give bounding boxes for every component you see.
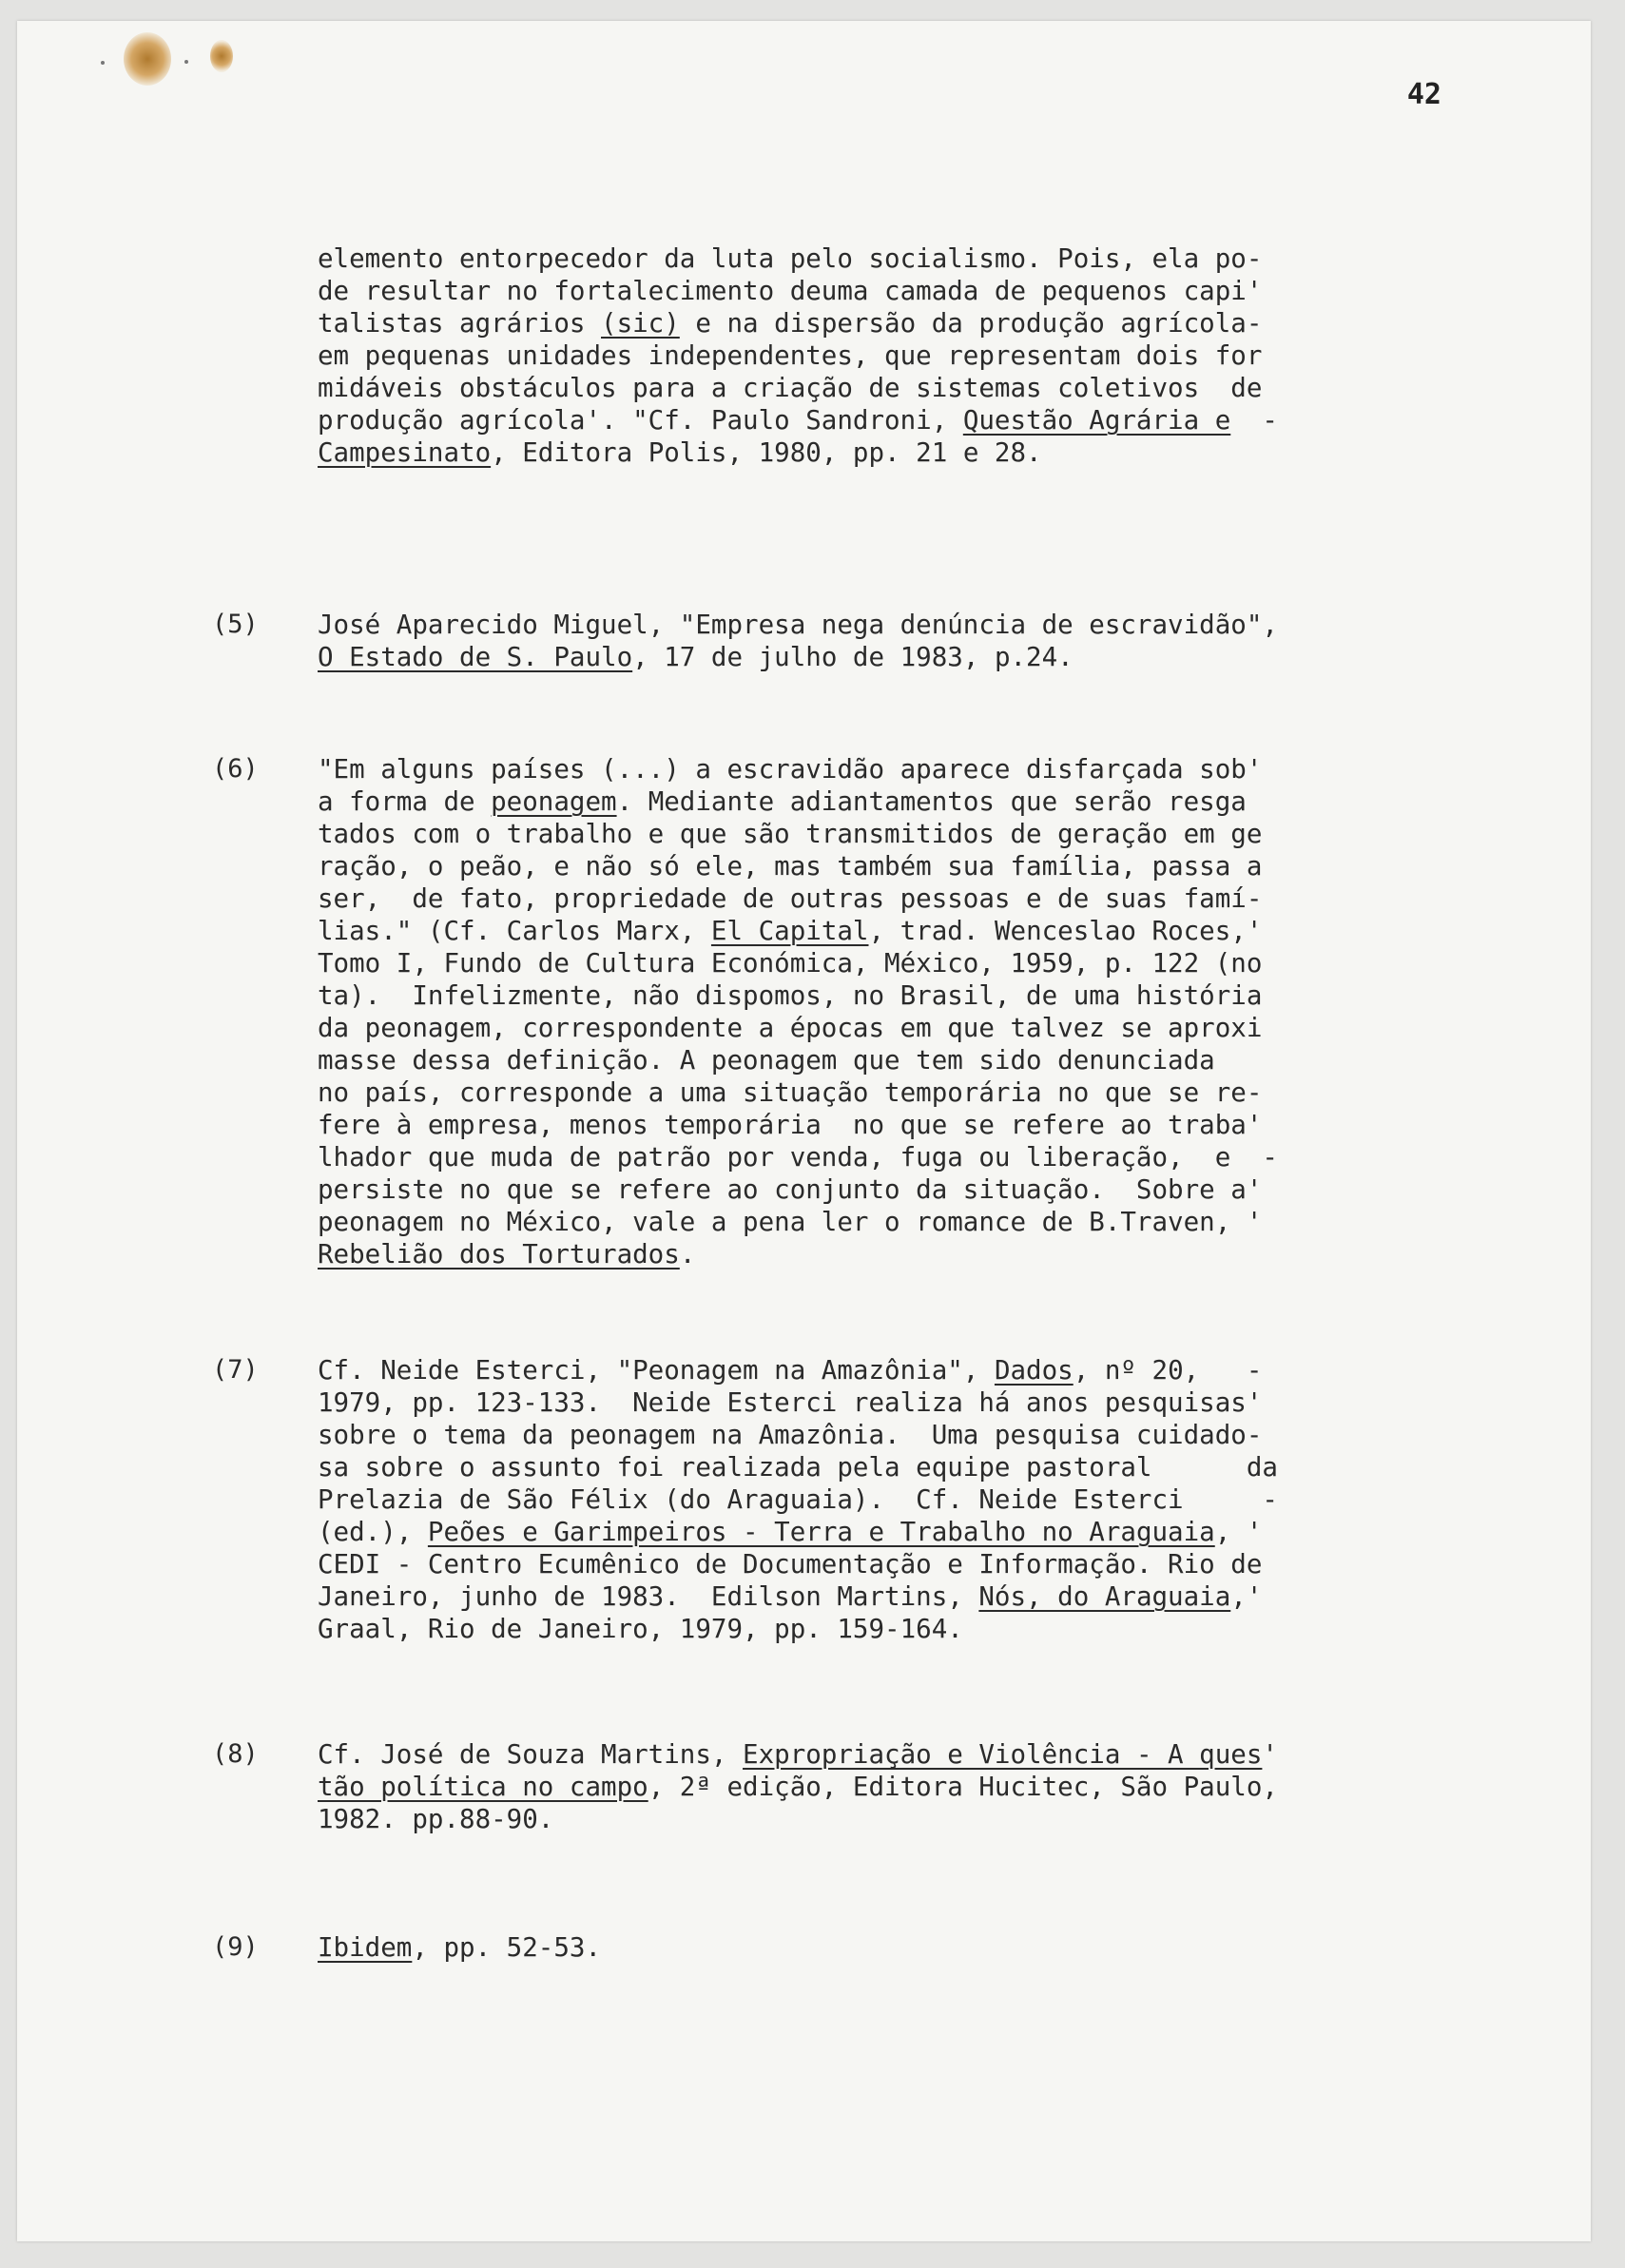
text-run: talistas agrários — [318, 308, 602, 339]
text-run: ta). Infelizmente, não dispomos, no Brasil, de uma história — [318, 980, 1263, 1011]
text-line — [318, 1613, 1487, 1645]
text-line — [318, 436, 1487, 469]
text-run: Prelazia de São Félix (do Araguaia). Cf. Neide Esterci - — [318, 1484, 1278, 1515]
rust-stain — [124, 32, 171, 86]
underlined-title: tão política no campo — [318, 1772, 648, 1802]
text-run: 1979, pp. 123-133. Neide Esterci realiza há anos pesquisas' — [318, 1387, 1263, 1418]
text-run: CEDI - Centro Ecumênico de Documentação e Informação. Rio de — [318, 1549, 1263, 1580]
text-run: fere à empresa, menos temporária no que se refere ao traba' — [318, 1110, 1263, 1140]
footnote-text — [318, 753, 1487, 1270]
text-line — [318, 818, 1487, 850]
text-line — [318, 1141, 1487, 1173]
text-line — [318, 242, 1487, 275]
text-run: sobre o tema da peonagem na Amazônia. Uma pesquisa cuidado- — [318, 1420, 1263, 1450]
text-run: , trad. Wenceslao Roces,' — [868, 916, 1263, 946]
underlined-title: O Estado de S. Paulo — [318, 642, 633, 672]
text-run: . Mediante adiantamentos que serão resga — [616, 786, 1247, 817]
text-line — [318, 1931, 1487, 1964]
page-number: 42 — [1406, 78, 1441, 111]
footnote-text — [318, 609, 1487, 673]
text-run: (ed.), — [318, 1517, 428, 1547]
underlined-title: Dados — [994, 1355, 1074, 1386]
text-line — [318, 1354, 1487, 1386]
text-line — [318, 1206, 1487, 1238]
text-run: 1982. pp.88-90. — [318, 1804, 554, 1834]
underlined-title: Rebelião dos Torturados — [318, 1239, 680, 1270]
footnote-text — [318, 1738, 1487, 1835]
footnote-text — [318, 1354, 1487, 1645]
text-run: a forma de — [318, 786, 492, 817]
rust-stain-small — [210, 40, 233, 72]
text-line — [318, 1044, 1487, 1076]
footnote-number: (5) — [212, 610, 259, 639]
text-line — [318, 1012, 1487, 1044]
text-line — [318, 307, 1487, 339]
underlined-title: Questão Agrária e — [962, 405, 1231, 436]
text-line — [318, 915, 1487, 947]
text-line — [318, 850, 1487, 882]
text-run: lias." (Cf. Carlos Marx, — [318, 916, 711, 946]
footnote-number: (7) — [212, 1355, 259, 1385]
text-line — [318, 1516, 1487, 1548]
text-run: , Editora Polis, 1980, pp. 21 e 28. — [491, 437, 1042, 468]
text-run: peonagem no México, vale a pena ler o romance de B.Traven, ' — [318, 1207, 1263, 1237]
text-line — [318, 641, 1487, 673]
text-line — [318, 979, 1487, 1012]
text-line — [318, 785, 1487, 818]
footnote-number: (9) — [212, 1932, 259, 1962]
text-line — [318, 882, 1487, 915]
text-line — [318, 1483, 1487, 1516]
text-run: , nº 20, - — [1073, 1355, 1263, 1386]
dot-mark — [184, 60, 188, 64]
text-run: ser, de fato, propriedade de outras pessoas e de suas famí- — [318, 883, 1263, 914]
text-line — [318, 753, 1487, 785]
text-line — [318, 1771, 1487, 1803]
text-run: Graal, Rio de Janeiro, 1979, pp. 159-164. — [318, 1614, 963, 1644]
underlined-title: Expropriação e Violência - A ques — [743, 1739, 1263, 1770]
text-line — [318, 1386, 1487, 1419]
underlined-title: Peões e Garimpeiros - Terra e Trabalho no Araguaia — [427, 1517, 1215, 1547]
underlined-title: peonagem — [491, 786, 617, 817]
text-run: - — [1230, 405, 1278, 436]
text-run: e na dispersão da produção agrícola- — [679, 308, 1263, 339]
text-run: elemento entorpecedor da luta pelo socialismo. Pois, ela po- — [318, 243, 1263, 274]
text-line — [318, 1548, 1487, 1580]
text-run: no país, corresponde a uma situação temporária no que se re- — [318, 1077, 1263, 1108]
text-line — [318, 1580, 1487, 1613]
text-run: sa sobre o assunto foi realizada pela equipe pastoral da — [318, 1452, 1278, 1483]
text-run: , 2ª edição, Editora Hucitec, São Paulo, — [648, 1772, 1278, 1802]
document-page — [17, 21, 1591, 2241]
text-line — [318, 609, 1487, 641]
text-run: tados com o trabalho e que são transmitidos de geração em ge — [318, 819, 1263, 849]
text-run: masse dessa definição. A peonagem que tem sido denunciada — [318, 1045, 1215, 1076]
text-line — [318, 372, 1487, 404]
text-line — [318, 1419, 1487, 1451]
text-line — [318, 1238, 1487, 1270]
text-run: Cf. José de Souza Martins, — [318, 1739, 744, 1770]
text-run: de resultar no fortalecimento deuma camada de pequenos capi' — [318, 276, 1263, 306]
text-run: Tomo I, Fundo de Cultura Económica, México, 1959, p. 122 (no — [318, 948, 1263, 979]
underlined-title: Ibidem — [318, 1932, 413, 1963]
text-run: . — [679, 1239, 696, 1270]
footnote-number: (6) — [212, 754, 259, 784]
text-line — [318, 1738, 1487, 1771]
text-line — [318, 947, 1487, 979]
dot-mark — [101, 61, 105, 65]
text-run: , ' — [1214, 1517, 1263, 1547]
text-run: da peonagem, correspondente a épocas em que talvez se aproxi — [318, 1013, 1263, 1043]
text-line — [318, 275, 1487, 307]
text-line — [318, 404, 1487, 436]
text-line — [318, 1076, 1487, 1109]
underlined-title: (sic) — [601, 308, 680, 339]
continuation-paragraph — [318, 242, 1487, 469]
text-run: midáveis obstáculos para a criação de sistemas coletivos de — [318, 373, 1263, 403]
text-run: ' — [1262, 1739, 1278, 1770]
text-run: Janeiro, junho de 1983. Edilson Martins, — [318, 1581, 979, 1612]
text-line — [318, 1173, 1487, 1206]
text-line — [318, 1451, 1487, 1483]
text-run: ,' — [1230, 1581, 1263, 1612]
underlined-title: Campesinato — [318, 437, 492, 468]
footnote-text — [318, 1931, 1487, 1964]
text-run: persiste no que se refere ao conjunto da situação. Sobre a' — [318, 1174, 1263, 1205]
text-line — [318, 1803, 1487, 1835]
text-run: produção agrícola'. "Cf. Paulo Sandroni, — [318, 405, 963, 436]
text-run: em pequenas unidades independentes, que representam dois for — [318, 340, 1263, 371]
text-run: Cf. Neide Esterci, "Peonagem na Amazônia", — [318, 1355, 995, 1386]
text-run: "Em alguns países (...) a escravidão aparece disfarçada sob' — [318, 754, 1263, 785]
text-line — [318, 1109, 1487, 1141]
text-run: José Aparecido Miguel, "Empresa nega denúncia de escravidão", — [318, 610, 1278, 640]
text-line — [318, 339, 1487, 372]
text-run: lhador que muda de patrão por venda, fuga ou liberação, e - — [318, 1142, 1278, 1173]
underlined-title: El Capital — [710, 916, 869, 946]
text-run: ração, o peão, e não só ele, mas também sua família, passa a — [318, 851, 1263, 882]
underlined-title: Nós, do Araguaia — [978, 1581, 1231, 1612]
text-run: , 17 de julho de 1983, p.24. — [632, 642, 1074, 672]
footnote-number: (8) — [212, 1739, 259, 1769]
text-run: , pp. 52-53. — [412, 1932, 602, 1963]
